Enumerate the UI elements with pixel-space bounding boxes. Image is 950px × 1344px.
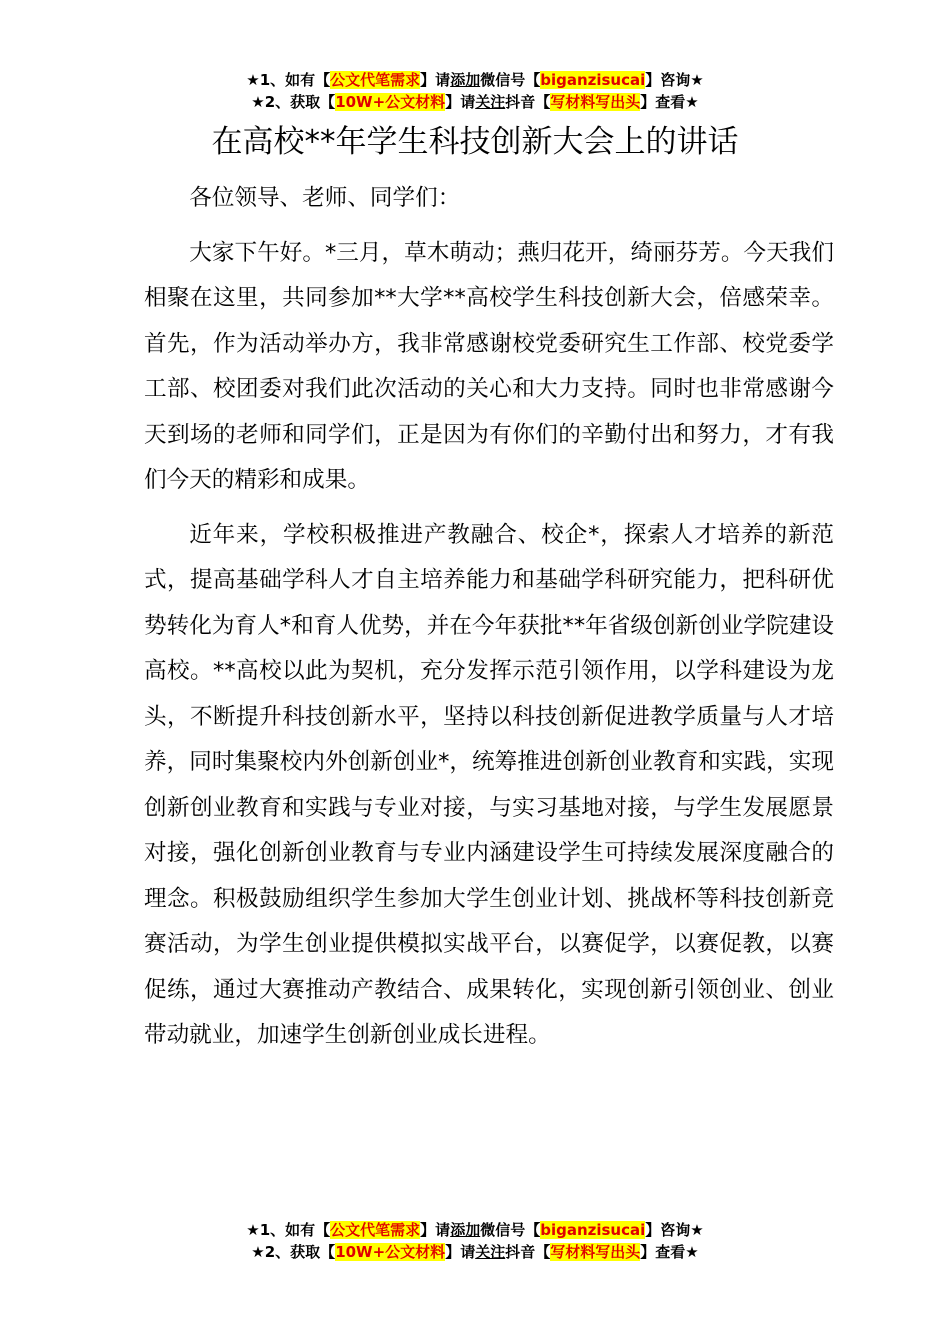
promo-highlight: 写材料写出头 (550, 1243, 641, 1261)
promo-highlight: 10W+公文材料 (335, 1243, 446, 1261)
promo-text: 抖音【 (505, 93, 551, 111)
promo-highlight: biganzisucai (540, 1221, 646, 1239)
promo-text: 】请 (445, 1243, 476, 1261)
document-body (144, 176, 834, 1059)
promo-text: 微信号【 (480, 71, 541, 89)
promo-underline: 添加 (450, 1221, 481, 1239)
promo-text: 抖音【 (505, 1243, 551, 1261)
promo-underline: 关注 (475, 93, 506, 111)
promo-text: 】请 (420, 1221, 451, 1239)
promo-text: ★2、获取【 (251, 1243, 336, 1261)
promo-line-2 (0, 92, 950, 114)
document-title: 在高校**年学生科技创新大会上的讲话 (211, 124, 739, 160)
promo-line-1 (0, 1220, 950, 1242)
promo-highlight: 写材料写出头 (550, 93, 641, 111)
promo-underline: 关注 (475, 1243, 506, 1261)
promo-text: 】咨询★ (645, 1221, 704, 1239)
body-paragraph: 近年来，学校积极推进产教融合、校企*，探索人才培养的新范式，提高基础学科人才自主培养能力和基础学科研究能力，把科研优势转化为育人*和育人优势，并在今年获批**年省级创新创业学院建设高校。**高校以此为契机，充分发挥示范引领作用，以学科建设为龙头，不断提升科技创新水平，坚持以科技创新促进教学质量与人才培养，同时集聚校内外创新创业*，统筹推进创新创业教育和实践，实现创新创业教育和实践与专业对接，与实习基地对接，与学生发展愿景对接，强化创新创业教育与专业内涵建设学生可持续发展深度融合的理念。积极鼓励组织学生参加大学生创业计划、挑战杯等科技创新竞赛活动，为学生创业提供模拟实战平台，以赛促学，以赛促教，以赛促练，通过大赛推动产教结合、成果转化，实现创新引领创业、创业带动就业，加速学生创新创业成长进程。 (144, 521, 834, 1048)
promo-text: 】查看★ (640, 1243, 699, 1261)
body-paragraph: 大家下午好。*三月，草木萌动；燕归花开，绮丽芬芳。今天我们相聚在这里，共同参加**大学**高校学生科技创新大会，倍感荣幸。首先，作为活动举办方，我非常感谢校党委研究生工作部、校党委学工部、校团委对我们此次活动的关心和大力支持。同时也非常感谢今天到场的老师和同学们，正是因为有你们的辛勤付出和努力，才有我们今天的精彩和成果。 (144, 239, 834, 493)
header-promo-banner (0, 70, 950, 114)
promo-highlight: biganzisucai (540, 71, 646, 89)
promo-highlight: 公文代笔需求 (330, 71, 421, 89)
promo-highlight: 10W+公文材料 (335, 93, 446, 111)
promo-text: 】咨询★ (645, 71, 704, 89)
promo-text: ★1、如有【 (246, 1221, 331, 1239)
promo-text: 】请 (420, 71, 451, 89)
promo-highlight: 公文代笔需求 (330, 1221, 421, 1239)
promo-text: 】请 (445, 93, 476, 111)
promo-line-1 (0, 70, 950, 92)
salutation: 各位领导、老师、同学们： (189, 185, 461, 211)
promo-text: 微信号【 (480, 1221, 541, 1239)
promo-text: ★2、获取【 (251, 93, 336, 111)
promo-line-2 (0, 1242, 950, 1264)
promo-text: ★1、如有【 (246, 71, 331, 89)
footer-promo-banner (0, 1220, 950, 1264)
promo-text: 】查看★ (640, 93, 699, 111)
promo-underline: 添加 (450, 71, 481, 89)
